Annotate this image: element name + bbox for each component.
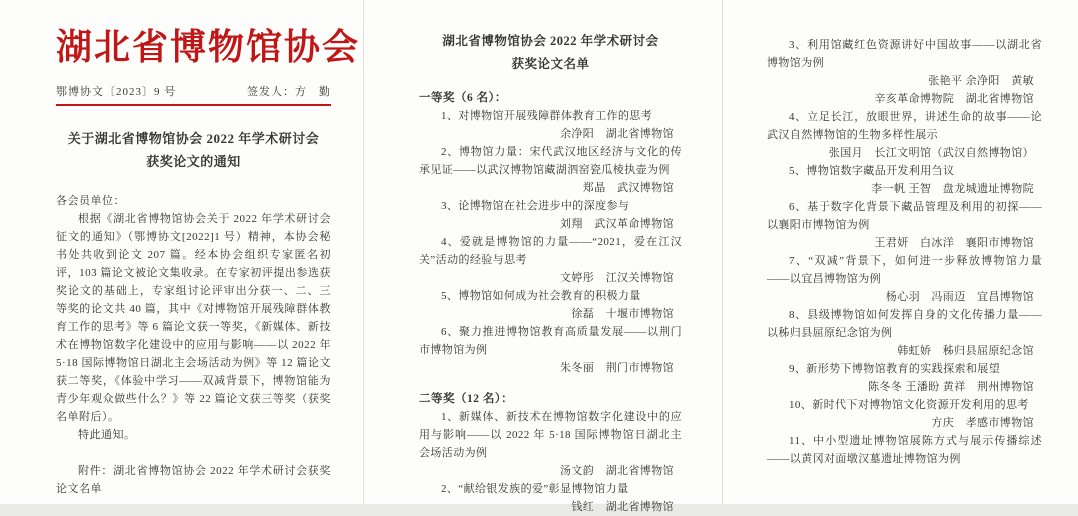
notice-closing: 特此通知。 xyxy=(78,429,136,441)
paper-authors: 韩虹娇 秭归县屈原纪念馆 xyxy=(897,345,1034,357)
award-entry xyxy=(419,143,682,197)
document-info-row xyxy=(56,83,331,99)
paper-title: 6、基于数字化背景下藏品管理及利用的初探——以襄阳市博物馆为例 xyxy=(767,201,1042,231)
second-prize-header: 二等奖（12 名）： xyxy=(419,393,514,405)
paper-title: 3、论博物馆在社会进步中的深度参与 xyxy=(441,200,630,212)
first-prize-entries xyxy=(419,107,682,377)
award-list-page-1 xyxy=(363,0,722,513)
award-entry xyxy=(419,287,682,323)
second-prize-entries-part2 xyxy=(767,36,1042,468)
paper-authors: 余净阳 湖北省博物馆 xyxy=(560,128,674,140)
award-entry xyxy=(767,360,1042,396)
paper-title: 10、新时代下对博物馆文化资源开发利用的思考 xyxy=(789,399,1029,411)
paper-title: 9、新形势下博物馆教育的实践探索和展望 xyxy=(789,363,1001,375)
award-entry xyxy=(767,252,1042,306)
paper-authors: 刘翔 武汉革命博物馆 xyxy=(560,218,674,230)
paper-authors: 杨心羽 冯雨迈 宜昌博物馆 xyxy=(885,291,1034,303)
award-list-title xyxy=(419,30,682,76)
award-entry xyxy=(767,198,1042,252)
award-entry xyxy=(767,432,1042,468)
paper-authors: 张国月 长江文明馆（武汉自然博物馆） xyxy=(828,147,1034,159)
paper-authors: 张艳平 余净阳 黄敏 xyxy=(928,75,1034,87)
award-entry xyxy=(767,36,1042,108)
salutation: 各会员单位： xyxy=(56,195,125,207)
paper-authors: 徐磊 十堰市博物馆 xyxy=(571,308,674,320)
notice-page xyxy=(0,0,363,504)
paper-title: 1、新媒体、新技术在博物馆数字化建设中的应用与影响——以 2022 年 5·18 国际博物馆日湖北主会场活动为例 xyxy=(419,411,682,459)
paper-authors: 李一帆 王智 盘龙城遗址博物院 xyxy=(871,183,1034,195)
paper-title: 11、中小型遗址博物馆展陈方式与展示传播综述——以黄冈对面墩汉墓遗址博物馆为例 xyxy=(767,435,1042,465)
paper-title: 2、“献给银发族的爱”彰显博物馆力量 xyxy=(441,483,629,495)
award-list-page-2 xyxy=(722,0,1078,504)
paper-title: 1、对博物馆开展残障群体教育工作的思考 xyxy=(441,110,653,122)
award-entry xyxy=(767,108,1042,162)
paper-title: 6、聚力推进博物馆教育高质量发展——以荆门市博物馆为例 xyxy=(419,326,682,356)
red-divider-line xyxy=(56,104,331,106)
award-entry xyxy=(419,233,682,287)
paper-title: 8、县级博物馆如何发挥自身的文化传播力量——以秭归县屈原纪念馆为例 xyxy=(767,309,1042,339)
paper-title: 4、爱就是博物馆的力量——“2021，爱在江汉关”活动的经验与思考 xyxy=(419,236,682,266)
award-entry xyxy=(419,197,682,233)
paper-title: 2、博物馆力量：宋代武汉地区经济与文化的传承见证——以武汉博物馆藏湖泗窑瓷瓜棱执壶为例 xyxy=(419,146,682,176)
association-masthead: 湖北省博物馆协会 xyxy=(56,27,361,67)
signer: 签发人：方 勤 xyxy=(247,86,331,98)
paper-title: 3、利用馆藏红色资源讲好中国故事——以湖北省博物馆为例 xyxy=(767,39,1042,69)
paper-authors: 陈冬冬 王潘盼 黄祥 荆州博物馆 xyxy=(868,381,1034,393)
paper-authors: 钱红 湖北省博物馆 xyxy=(571,501,674,513)
attachment-note: 附件：湖北省博物馆协会 2022 年学术研讨会获奖论文名单 xyxy=(56,465,331,495)
award-entry xyxy=(419,408,682,480)
award-entry xyxy=(767,396,1042,432)
second-prize-entries-part1 xyxy=(419,408,682,516)
paper-title: 4、立足长江，放眼世界，讲述生命的故事——论武汉自然博物馆的生物多样性展示 xyxy=(767,111,1042,141)
paper-authors: 文婷彤 江汉关博物馆 xyxy=(560,272,674,284)
paper-author-institutions: 辛亥革命博物院 湖北省博物馆 xyxy=(874,93,1034,105)
notice-title-line2: 获奖论文的通知 xyxy=(146,154,241,169)
paper-authors: 郑晶 武汉博物馆 xyxy=(582,182,674,194)
award-entry xyxy=(419,107,682,143)
paper-authors: 王君妍 白冰洋 襄阳市博物馆 xyxy=(874,237,1034,249)
notice-title-line1: 关于湖北省博物馆协会 2022 年学术研讨会 xyxy=(67,131,320,146)
award-entry xyxy=(419,480,682,516)
paper-authors: 朱冬丽 荆门市博物馆 xyxy=(560,362,674,374)
award-entry xyxy=(419,323,682,377)
notice-paragraph: 根据《湖北省博物馆协会关于 2022 年学术研讨会征文的通知》（鄂博协文[2022]1 号）精神，本协会秘书处共收到论文 207 篇。经本协会组织专家匿名初评，103 篇论文被论文集收录。在专家初评提出参选获奖论文的基础上，专家组讨论评审出分获一、二、三等奖的论文共 40 篇，其中《对博物馆开展残障群体教育工作的思考》等 6 篇论文获一等奖，《新媒体、新技术在博物馆数字化建设中的应用与影响——以 2022 年 5·18 国际博物馆日湖北主会场活动为例》等 12 篇论文获二等奖，《体验中学习——双减背景下，博物馆能为青少年观众做些什么？》等 22 篇论文获三等奖（获奖名单附后）。 xyxy=(56,213,331,423)
paper-title: 5、博物馆如何成为社会教育的积极力量 xyxy=(441,290,641,302)
award-list-title-line2: 获奖论文名单 xyxy=(511,57,590,71)
notice-body xyxy=(56,192,331,498)
paper-authors: 汤文韵 湖北省博物馆 xyxy=(560,465,674,477)
document-number: 鄂博协文〔2023〕9 号 xyxy=(56,86,177,98)
first-prize-header: 一等奖（6 名）： xyxy=(419,92,507,104)
paper-authors: 方庆 孝感市博物馆 xyxy=(931,417,1034,429)
notice-title xyxy=(56,127,331,173)
paper-title: 7、“双减”背景下，如何进一步释放博物馆力量——以宜昌博物馆为例 xyxy=(767,255,1042,285)
award-entry xyxy=(767,306,1042,360)
paper-title: 5、博物馆数字藏品开发利用刍议 xyxy=(789,165,955,177)
award-entry xyxy=(767,162,1042,198)
award-list-title-line1: 湖北省博物馆协会 2022 年学术研讨会 xyxy=(442,34,659,48)
